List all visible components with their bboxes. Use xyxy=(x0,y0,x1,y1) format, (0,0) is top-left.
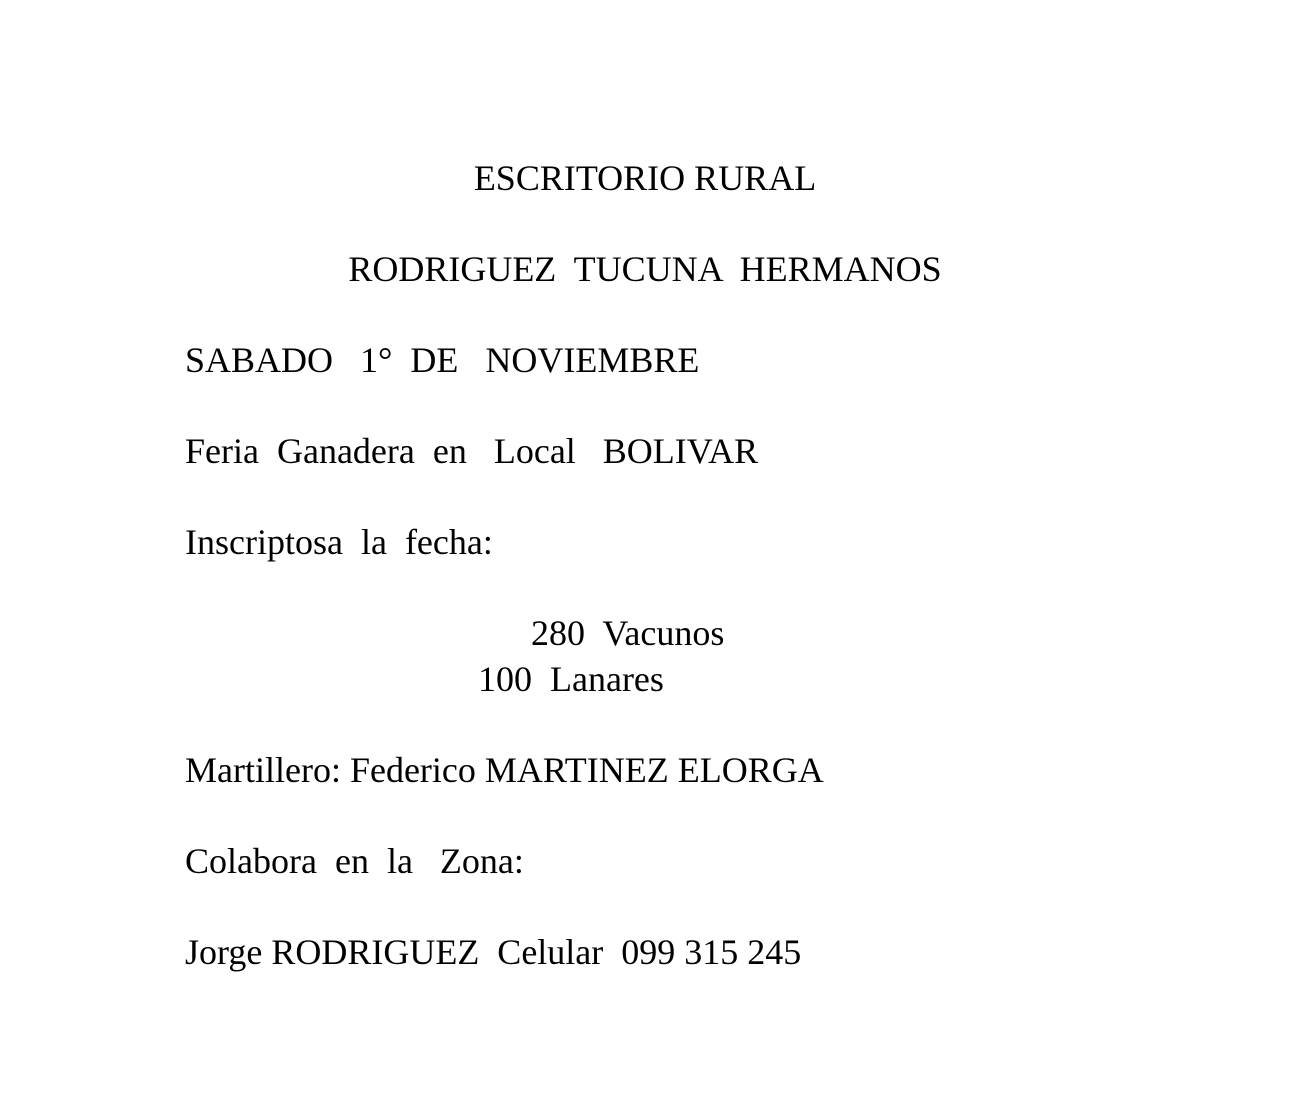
sheep-count: 100 Lanares xyxy=(478,659,664,699)
registered-label: Inscriptosa la fecha: xyxy=(185,522,493,562)
firm-heading: RODRIGUEZ TUCUNA HERMANOS xyxy=(348,249,942,289)
cattle-count: 280 Vacunos xyxy=(531,613,725,653)
contact-line: Jorge RODRIGUEZ Celular 099 315 245 xyxy=(185,932,802,972)
auctioneer-line: Martillero: Federico MARTINEZ ELORGA xyxy=(185,750,824,790)
collaborates-label: Colabora en la Zona: xyxy=(185,841,524,881)
date-line: SABADO 1° DE NOVIEMBRE xyxy=(185,340,700,380)
fair-line: Feria Ganadera en Local BOLIVAR xyxy=(185,431,759,471)
office-heading: ESCRITORIO RURAL xyxy=(473,158,817,198)
